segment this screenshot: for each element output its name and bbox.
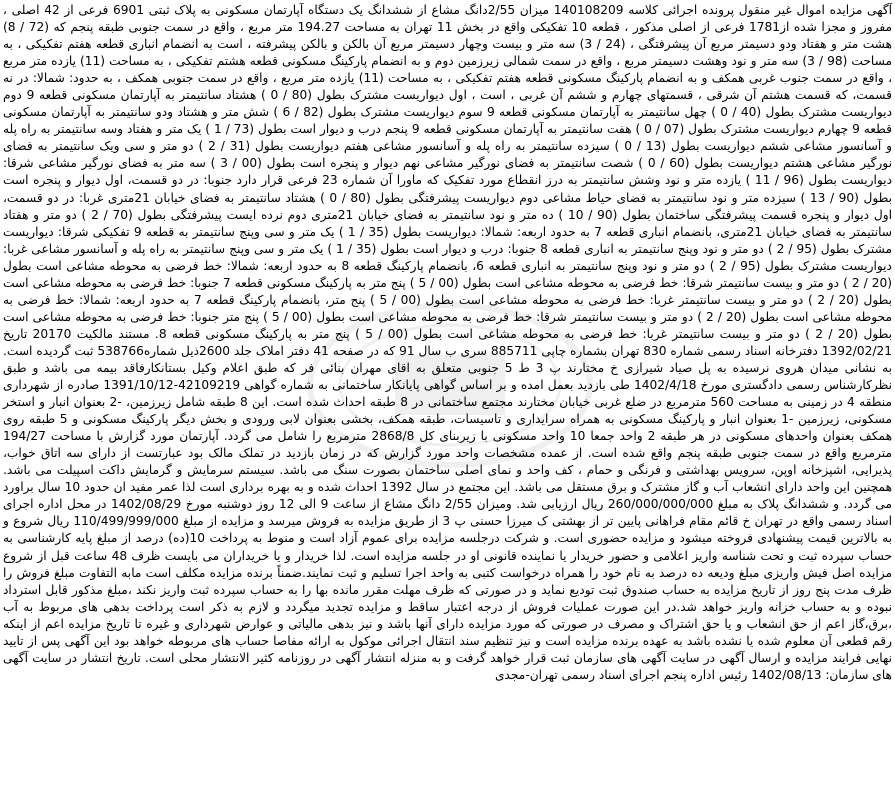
auction-notice-text: آگهی مزایده اموال غیر منقول پرونده اجرائی کلاسه 140108209 میزان 2/55دانگ مشاع از ششدانگ یک دستگاه آپارتمان مسکونی به پلاک ثبتی 6901 فرعی از 42 اصلی ، مفروز و مجزا شده از1781 فرعی از اصلی مذکور ، قطعه 10 تفکیکی واقع در بخش 11 تهران به مساحت 194.27 متر مربع ، واقع در سمت جنوبی طبقه پنجم که (72 / 8) هشت متر و هفتاد ودو دسیمتر مربع آن پیشرفتگی ، (24 / 3) سه متر و بیست وچهار دسیمتر مربع آن بالکن و بالکن پیشرفته ، است به انضمام انباری قطعه هفتم تفکیکی ، به مساحت (98 / 3) سه متر و نود وهشت دسیمتر مربع ، واقع در سمت شمالی زیرزمین دوم و به انضمام پارکینگ مسکونی قطعه هشتم تفکیکی ، به مساحت (11) یازده متر مربع ، واقع در سمت جنوب غربی همکف و به انضمام پارکینگ مسکونی قطعه هفتم تفکیکی ، به مساحت (11) یازده متر مربع ، واقع در سمت جنوبی همکف ، به حدود: شمالا: در نه قسمت، که قسمت هشتم آن شرقی ، قسمتهای چهارم و ششم آن غربی ، است ، اول دیواریست مشترک بطول (80 / 0 ) هشتاد سانتیمتر به آپارتمان مسکونی قطعه 9 دوم دیواریست مشترک بطول (40 / 0 ) چهل سانتیمتر به آپارتمان مسکونی قطعه 9 سوم دیواریست مشترک بطول (82 / 6 ) شش متر و هشتاد ودو سانتیمتر به آپارتمان مسکونی قطعه 9 چهارم دیواریست مشترک بطول (07 / 0 ) هفت سانتیمتر به آپارتمان مسکونی قطعه 9 پنجم درب و دیوار است بطول (73 / 1 ) یک متر و هفتاد وسه سانتیمتر به راه پله و آسانسور مشاعی ششم دیواریست بطول (13 / 0 ) سیزده سانتیمتر به راه پله و آسانسور مشاعی هفتم دیواریست بطول (31 / 2 ) دو متر و سی ویک سانتیمتر به فضای نورگیر مشاعی هشتم دیواریست بطول (60 / 0 ) شصت سانتیمتر به فضای نورگیر مشاعی نهم دیوار و پنجره است بطول (00 / 3 ) سه متر به فضای نورگیر مشاعی شرقا: دیواریست بطول (96 / 11 ) یازده متر و نود وشش سانتیمتر به درز انقطاع مورد تفکیک که ماورا آن شماره 23 فرعی قرار دارد جنوبا: در دو قسمت، اول دیوار و پنجره است بطول (90 / 13 ) سیزده متر و نود سانتیمتر به فضای حیاط مشاعی دوم دیواریست پیشرفتگی بطول (80 / 0 ) هشتاد سانتیمتر به فضای خیابان 21متری غربا: در دو قسمت، اول دیوار و پنجره قسمت پیشرفتگی ساختمان بطول (90 / 10 ) ده متر و نود سانتیمتر به فضای خیابان 21متری دوم نرده ایست پیشرفتگی بطول (70 / 2 ) دو متر و هفتاد سانتیمتر به فضای خیابان 21متری، بانضمام انباری قطعه 7 به حدود اربعه: شمالا: دیواریست بطول (35 / 1 ) یک متر و سی وپنج سانتیمتر به قطعه 9 تفکیکی شرقا: دیواریست مشترک بطول (95 / 2 ) دو متر و نود وپنج سانتیمتر به انباری قطعه 8 جنوبا: درب و دیوار است بطول (35 / 1 ) یک متر و سی وپنج سانتیمتر به راه پله و آسانسور مشاعی غربا: دیواریست مشترک بطول (95 / 2 ) دو متر و نود وپنج سانتیمتر به انباری قطعه 6، بانضمام پارکینگ قطعه 8 به حدود اربعه: شمالا: خط فرضی به محوطه مشاعی است بطول (20 / 2 ) دو متر و بیست سانتیمتر شرقا: خط فرضی به محوطه مشاعی است بطول (00 / 5 ) پنج متر به پارکینگ مسکونی قطعه 7 جنوبا: خط فرضی به محوطه مشاعی است بطول (20 / 2 ) دو متر و بیست سانتیمتر غربا: خط فرضی به محوطه مشاعی است بطول (00 / 5 ) پنج متر، بانضمام پارکینگ قطعه 7 به حدود اربعه: شمالا: خط فرضی به محوطه مشاعی است بطول (20 / 2 ) دو متر و بیست سانتیمتر شرقا: خط فرضی به محوطه مشاعی است بطول (00 / 5 ) پنج متر جنوبا: خط فرضی به محوطه مشاعی است بطول (20 / 2 ) دو متر و بیست سانتیمتر غربا: خط فرضی به محوطه مشاعی است بطول (00 / 5 ) پنج متر به پارکینگ مسکونی قطعه 8. مستند مالکیت 20170 تاریخ 1392/02/21 دفترخانه اسناد رسمی شماره 830 تهران بشماره چاپی 885711 سری ب سال 91 که در صفحه 41 دفتر املاک جلد 2600ذیل شماره538766 ثبت گردیده است. به نشانی میدان هروی نرسیده به پل صیاد شیرازی خ مختارند پ 3 ط 5 جنوبی متعلق به اقای مهران بنائی فر که طبق اعلام وکیل بستانکارفاقد بیمه می باشد و طبق نظرکارشناس رسمی دادگستری مورخ 1402/4/18 طی بازدید بعمل امده و بر اساس گواهی پایانکار ساختمانی به شماره گواهی 42109219-1391/10/12 صادره از شهرداری منطقه 4 در زمینی به مساحت 560 مترمربع در ضلع غربی خیابان مختارند مجتمع ساختمانی در 8 طبقه احداث شده است. این 8 طبقه شامل زیرزمین، -2 بعنوان انبار و استخر مسکونی، زیرزمین -1 بعنوان انبار و پارکینگ مسکونی به همراه سرایداری و تاسیسات، طبقه همکف، بخشی بعنوان لابی ورودی و بخش دیگر پارکینگ مسکونی و 5 طبقه روی همکف بعنوان واحدهای مسکونی در هر طبقه 2 واحد جمعا 10 واحد مسکونی با زیربنای کل 2868/8 مترمربع را شامل می گردد. آپارتمان مورد گزارش با مساحت 194/27 مترمربع واقع در سمت جنوبی طبقه پنجم واقع شده است. از عمده مشخصات واحد مورد گزارش که در زمان بازدید در تملک مالک بود عبارتست از دارای سه اتاق خواب، پذیرایی، اشپزخانه اوپن، سرویس بهداشتی و فرنگی و حمام ، کف واحد و نمای اصلی ساختمان بصورت سنگ می باشد. سیستم سرمایش و گرمایش داکت اسپیلت می باشد. همچنین این واحد دارای انشعاب آب و گاز مشترک و برق مستقل می باشد. این مجتمع در سال 1392 احداث شده و به بهره برداری است لذا عمر مفید ان حدود 10 سال براورد می گردد. و ششدانگ پلاک به مبلغ 260/000/000/000 ریال ارزیابی شد. ومیزان 2/55 دانگ مشاع از ساعت 9 الی 12 روز دوشنبه مورخ 1402/08/29 در محل اداره اجرای اسناد رسمی واقع در تهران خ قائم مقام فراهانی پایین تر از بهشتی ک میرزا حسنی پ 3 از طریق مزایده به فروش میرسد و مزایده از مبلغ 110/499/999/000 ریال شروع و به بالاترین قیمت پیشنهادی فروخته میشود و مزایده حضوری است. و شرکت درجلسه مزایده برای عموم آزاد است و منوط به پرداخت 10(ده) درصد از مبلغ پایه کارشناسی به حساب سپرده ثبت و تحت شناسه واریز اعلامی و حضور خریدار یا نماینده قانونی او در جلسه مزایده است. لذا خریدار و یا خریداران می بایست ظرف 48 ساعت قبل از شروع مزایده اصل فیش واریزی مبلغ ودیعه ده درصد به نام خود را همراه درخواست کتبی به واحد اجرا تسلیم و ثبت نمایند.ضمناً برنده مزایده مکلف است مابه التفاوت مبلغ فروش را ظرف مدت پنج روز از تاریخ مزایده به حساب صندوق ثبت تودیع نماید و در صورتی که ظرف مهلت مقرر مانده بها را به حساب سپرده ثبت واریز نکند ،مبلغ مذکور قابل استرداد نبوده و به حساب خزانه واریز خواهد شد.در این صورت عملیات فروش از درجه اعتبار ساقط و مزایده تجدید میگردد و لازم به ذکر است پرداخت بدهی های مربوط به آب ،برق،گاز اعم از حق انشعاب و یا حق اشتراک و مصرف در صورتی که مورد مزایده دارای آنها باشد و نیز بدهی مالیاتی و عوارض شهرداری و غیره تا تاریخ مزایده اعم از اینکه رقم قطعی آن معلوم شده یا نشده باشد به عهده برنده مزایده است و نیز تنظیم سند انتقال اجرائی موکول به ارائه مفاصا حساب های مربوطه خواهد بود این آگهی پس از تایید نهایی فرایند مزایده و ارسال آگهی در سایت آگهی های سازمان ثبت قرار خواهد گرفت و به منزله انتشار آگهی در روزنامه کثیر الانتشار محلی است. تاریخ انتشار در سایت آگهی های سازمان: 1402/08/13 رئیس اداره پنجم اجرای اسناد رسمی تهران-مجدی: [3, 3, 893, 682]
